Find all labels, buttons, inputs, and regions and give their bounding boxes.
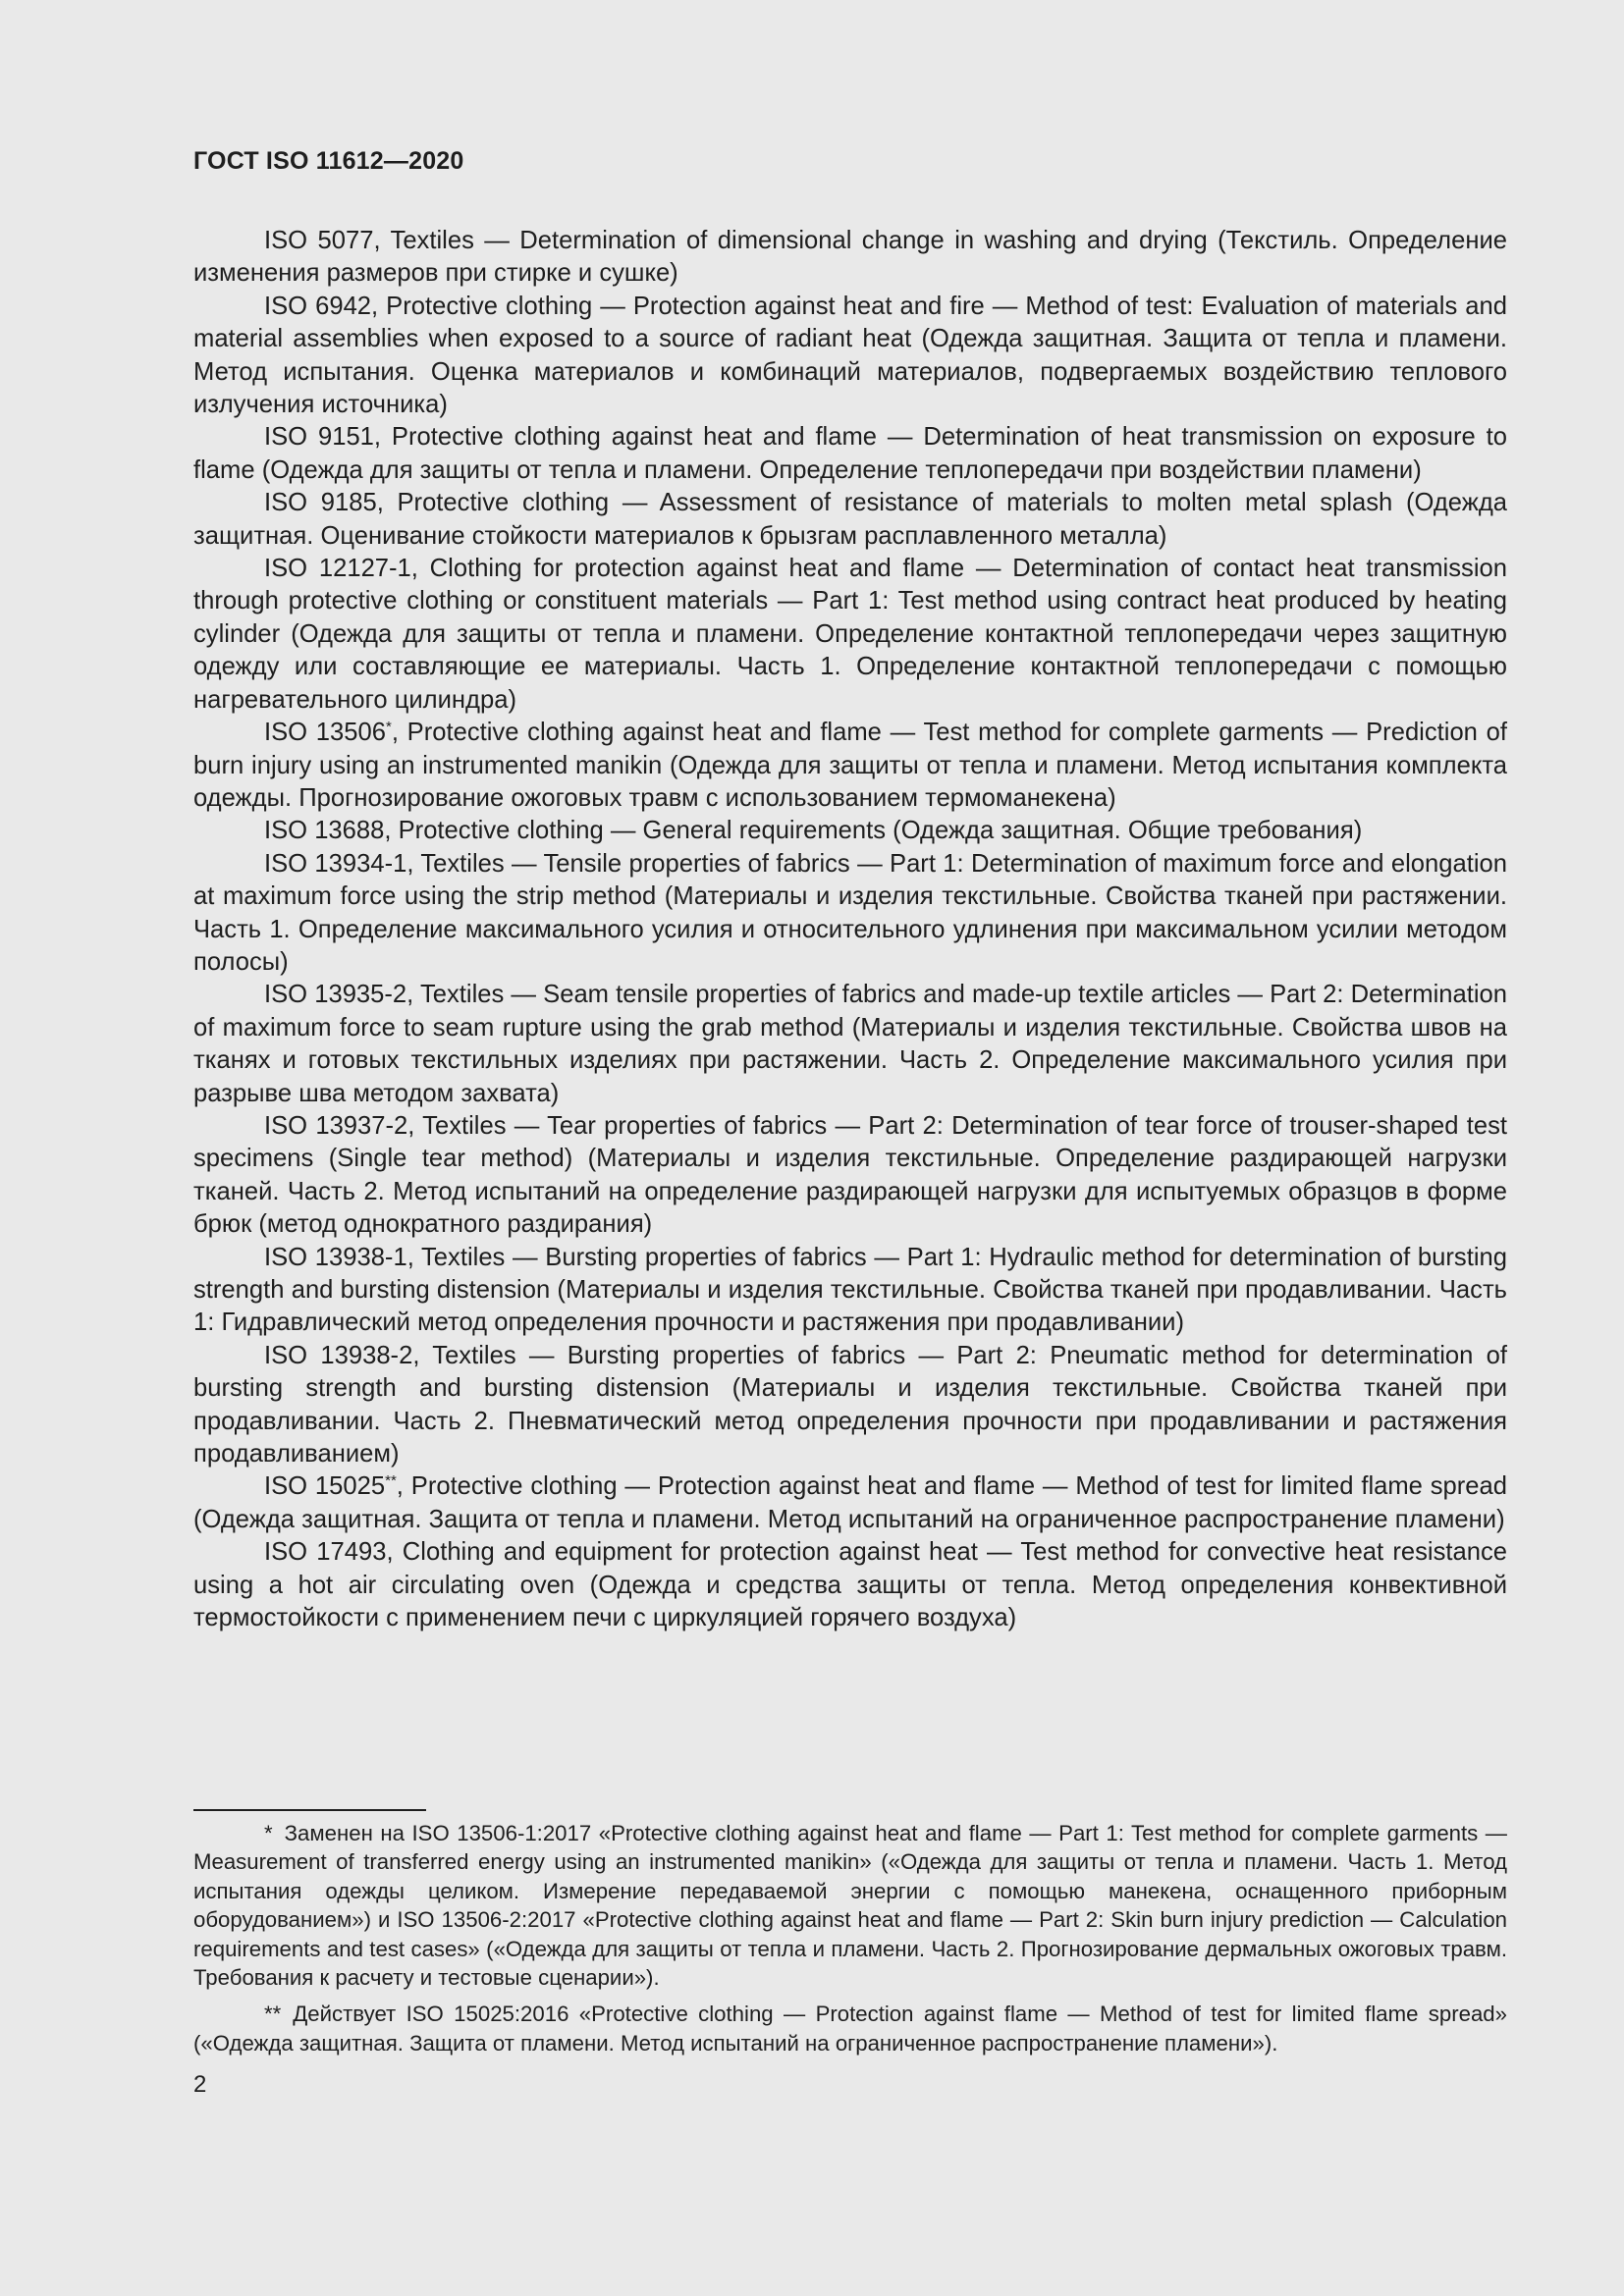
reference-text: , Textiles — Seam tensile properties of fabrics and made-up textile articles — Part 2: Determination of maximum force to seam rupture using the grab method (Материалы и изделия текстильные. Свойства швов на тканях и готовых текстильных изделиях при растяжении. Часть 2. Определение максимального усилия при разрыве шва методом захвата) xyxy=(193,981,1507,1107)
footnotes xyxy=(193,1819,1507,2057)
reference-text: , Protective clothing — General requirements (Одежда защитная. Общие требования) xyxy=(384,817,1363,845)
reference-item xyxy=(193,979,1507,1110)
reference-id: ISO 13934-1 xyxy=(264,849,407,878)
reference-item xyxy=(193,1470,1507,1536)
reference-text: , Clothing and equipment for protection against heat — Test method for convective heat resistance using a hot air circulating oven (Одежда и средства защиты от тепла. Метод определения конвективной термостойкости с применением печи с циркуляцией горячего воздуха) xyxy=(193,1538,1508,1632)
reference-id: ISO 9185 xyxy=(264,489,377,517)
reference-text: , Protective clothing against heat and flame — Determination of heat transmission on exposure to flame (Одежда для защиты от тепла и пламени. Определение теплопередачи при воздействии пламени) xyxy=(193,423,1507,484)
normative-references xyxy=(193,225,1507,1634)
reference-text: , Protective clothing — Protection against heat and flame — Method of test for limited flame spread (Одежда защитная. Защита от тепла и пламени. Метод испытаний на ограниченное распространение пламени) xyxy=(193,1472,1508,1533)
reference-item xyxy=(193,815,1507,847)
reference-text: , Protective clothing against heat and flame — Test method for complete garments — Prediction of burn injury using an instrumented manikin (Одежда для защиты от тепла и пламени. Метод испытания комплекта одежды. Прогнозирование ожоговых травм с использованием термоманекена) xyxy=(193,719,1507,812)
reference-id: ISO 13506 xyxy=(264,719,386,747)
reference-item xyxy=(193,225,1507,291)
footnote-marker: * xyxy=(385,719,392,736)
document-header: ГОСТ ISO 11612—2020 xyxy=(193,147,464,175)
reference-id: ISO 6942 xyxy=(264,292,372,320)
reference-id: ISO 9151 xyxy=(264,423,374,452)
reference-text: , Clothing for protection against heat and flame — Determination of contact heat transmission through protective clothing or constituent materials — Part 1: Test method using contract heat produced by heating cylinder (Одежда для защиты от тепла и пламени. Определение контактной теплопередачи через защитную одежду или составляющие ее материалы. Часть 1. Определение контактной теплопередачи с помощью нагревательного цилиндра) xyxy=(193,555,1507,714)
reference-id: ISO 13688 xyxy=(264,817,385,845)
reference-text: , Textiles — Tear properties of fabrics — Part 2: Determination of tear force of trouser-shaped test specimens (Single tear method) (Материалы и изделия текстильные. Определение раздирающей нагрузки тканей. Часть 2. Метод испытаний на определение раздирающей нагрузки для испытуемых образцов в форме брюк (метод однократного раздирания) xyxy=(193,1111,1507,1239)
reference-item xyxy=(193,553,1507,717)
footnote-item xyxy=(193,1819,1507,1992)
page-number: 2 xyxy=(193,2071,207,2098)
footnote-text: Действует ISO 15025:2016 «Protective clothing — Protection against flame — Method of test for limited flame spread» («Одежда защитная. Защита от пламени. Метод испытаний на ограниченное распространение пламени»). xyxy=(193,2002,1507,2056)
reference-text: , Textiles — Tensile properties of fabrics — Part 1: Determination of maximum force and elongation at maximum force using the strip method (Материалы и изделия текстильные. Свойства тканей при растяжении. Часть 1. Определение максимального усилия и относительного удлинения при максимальном усилии методом полосы) xyxy=(193,849,1507,976)
footnote-text: Заменен на ISO 13506-1:2017 «Protective clothing against heat and flame — Part 1: Test method for complete garments — Measurement of transferred energy using an instrumented manikin» («Одежда для защиты от тепла и пламени. Часть 1. Метод испытания одежды целиком. Измерение передаваемой энергии с помощью манекена, оснащенного приборным оборудованием») и ISO 13506-2:2017 «Protective clothing against heat and flame — Part 2: Skin burn injury prediction — Calculation requirements and test cases» («Одежда для защиты от тепла и пламени. Часть 2. Прогнозирование дермальных ожоговых травм. Требования к расчету и тестовые сценарии»). xyxy=(193,1821,1507,1991)
reference-item xyxy=(193,487,1507,553)
reference-text: , Textiles — Bursting properties of fabrics — Part 1: Hydraulic method for determination of bursting strength and bursting distension (Материалы и изделия текстильные. Свойства тканей при продавливании. Часть 1: Гидравлический метод определения прочности и растяжения при продавливании) xyxy=(193,1243,1507,1337)
reference-item xyxy=(193,1340,1507,1471)
reference-item xyxy=(193,421,1507,487)
reference-text: , Textiles — Determination of dimensional change in washing and drying (Текстиль. Определение изменения размеров при стирке и сушке) xyxy=(193,227,1507,288)
reference-id: ISO 13935-2 xyxy=(264,981,407,1009)
reference-item xyxy=(193,1242,1507,1340)
reference-id: ISO 13937-2 xyxy=(264,1111,408,1140)
reference-id: ISO 13938-1 xyxy=(264,1243,407,1271)
reference-item xyxy=(193,291,1507,422)
footnote-marker: ** xyxy=(385,1472,397,1490)
reference-id: ISO 15025 xyxy=(264,1472,386,1501)
footnote-mark: * xyxy=(264,1821,273,1845)
footnote-mark: ** xyxy=(264,2002,282,2027)
reference-id: ISO 5077 xyxy=(264,227,374,254)
reference-text: , Protective clothing — Protection against heat and fire — Method of test: Evaluation of materials and material assemblies when exposed to a source of radiant heat (Одежда защитная. Защита от тепла и пламени. Метод испытания. Оценка материалов и комбинаций материалов, подвергаемых воздействию теплового излучения источника) xyxy=(193,292,1507,419)
reference-item xyxy=(193,1110,1507,1242)
reference-item xyxy=(193,1536,1507,1634)
footnote-item xyxy=(193,2000,1507,2057)
reference-item xyxy=(193,717,1507,815)
reference-text: , Textiles — Bursting properties of fabrics — Part 2: Pneumatic method for determination of bursting strength and bursting distension (Материалы и изделия текстильные. Свойства тканей при продавливании. Часть 2. Пневматический метод определения прочности при продавливании и растяжения продавливанием) xyxy=(193,1341,1507,1468)
reference-id: ISO 13938-2 xyxy=(264,1341,413,1369)
footnote-separator xyxy=(193,1809,426,1811)
reference-item xyxy=(193,848,1507,980)
reference-id: ISO 17493 xyxy=(264,1538,387,1567)
reference-id: ISO 12127-1 xyxy=(264,555,411,583)
reference-text: , Protective clothing — Assessment of resistance of materials to molten metal splash (Одежда защитная. Оценивание стойкости материалов к брызгам расплавленного металла) xyxy=(193,489,1507,550)
